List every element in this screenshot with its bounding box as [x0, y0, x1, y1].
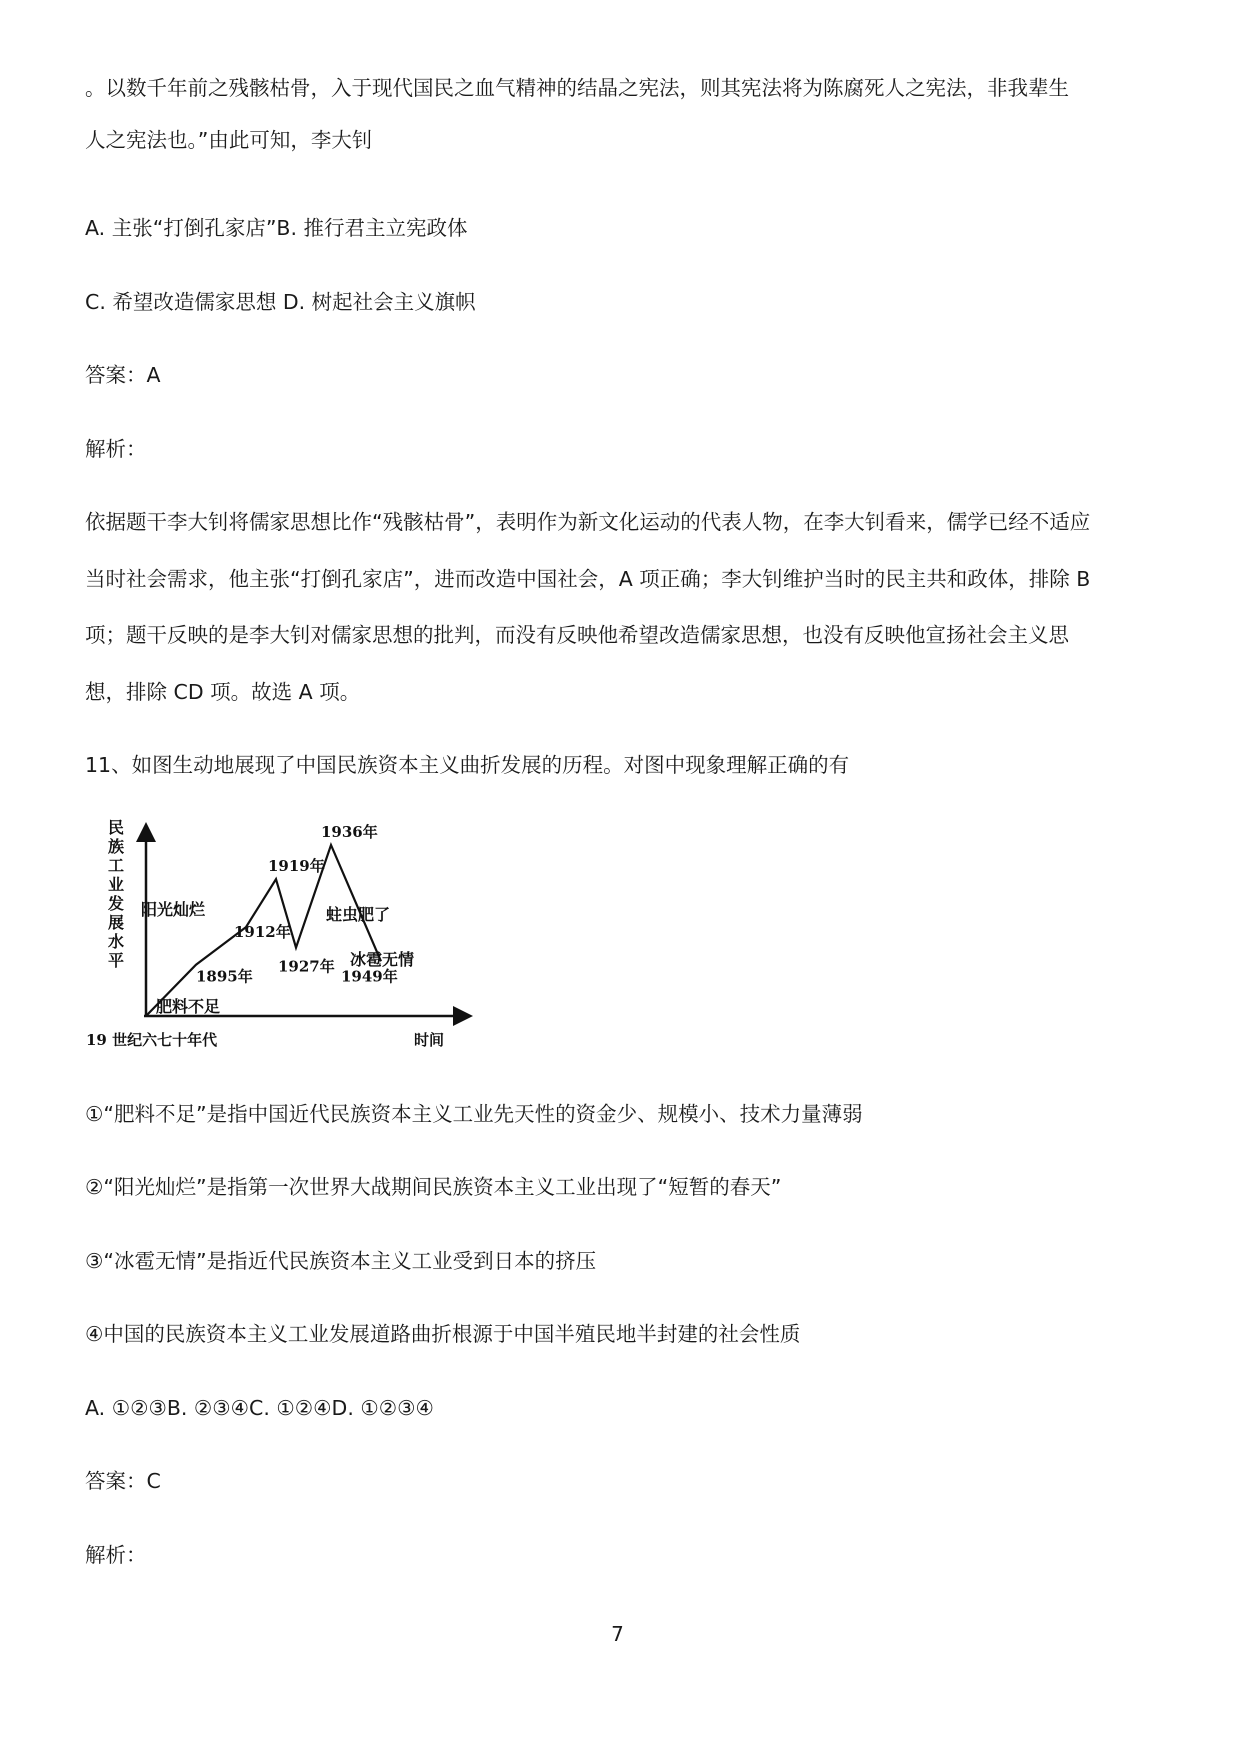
- y-axis-label-char: 工: [108, 856, 125, 875]
- analysis-text: 项；题干反映的是李大钊对儒家思想的批判，而没有反映他希望改造儒家思想，也没有反映他宣扬社会主义思: [85, 623, 1069, 647]
- point-label: 1895年: [196, 967, 253, 986]
- analysis-text: 依据题干李大钊将儒家思想比作“残骸枯骨”，表明作为新文化运动的代表人物，在李大钊看来，儒学已经不适应: [85, 510, 1091, 534]
- point-label: 1919年: [268, 857, 325, 876]
- x-start-label: 19 世纪六七十年代: [86, 1031, 218, 1049]
- y-axis-label-char: 族: [108, 837, 125, 856]
- question-options: A. 主张“打倒孔家店”B. 推行君主立宪政体: [85, 216, 468, 240]
- analysis-text: 当时社会需求，他主张“打倒孔家店”，进而改造中国社会，A 项正确；李大钊维护当时的民主共和政体，排除 B: [85, 567, 1091, 591]
- x-axis-label: 时间: [414, 1031, 445, 1049]
- question-stem: 11、如图生动地展现了中国民族资本主义曲折发展的历程。对图中现象理解正确的有: [85, 753, 850, 777]
- statement-item: ①“肥料不足”是指中国近代民族资本主义工业先天性的资金少、规模小、技术力量薄弱: [85, 1102, 863, 1126]
- point-label: 1927年: [278, 957, 335, 976]
- y-axis-label-char: 民: [108, 818, 125, 837]
- statement-item: ③“冰雹无情”是指近代民族资本主义工业受到日本的挤压: [85, 1249, 597, 1273]
- text-line: 。以数千年前之残骸枯骨，入于现代国民之血气精神的结晶之宪法，则其宪法将为陈腐死人之宪法，非我辈生: [85, 76, 1069, 100]
- statement-item: ②“阳光灿烂”是指第一次世界大战期间民族资本主义工业出现了“短暂的春天”: [85, 1175, 782, 1199]
- annotation-label: 冰雹无情: [350, 950, 415, 969]
- page-number: 7: [611, 1622, 624, 1646]
- analysis-heading: 解析：: [85, 1543, 147, 1567]
- annotation-label: 蛀虫肥了: [326, 905, 391, 924]
- y-axis-label-char: 业: [108, 875, 125, 894]
- y-axis-label-char: 发: [108, 894, 125, 913]
- analysis-heading: 解析：: [85, 437, 147, 461]
- y-axis-label: [107, 818, 124, 970]
- analysis-text: 想，排除 CD 项。故选 A 项。: [85, 680, 361, 704]
- point-label: 1912年: [234, 923, 291, 942]
- answer-line: 答案：A: [85, 363, 161, 387]
- industry-development-chart: [86, 815, 486, 1055]
- point-label: 1936年: [321, 823, 378, 841]
- y-axis-label-char: 展: [108, 913, 125, 932]
- annotation-label: 肥料不足: [156, 997, 221, 1016]
- y-axis-label-char: 水: [108, 932, 125, 951]
- answer-line: 答案：C: [85, 1469, 161, 1493]
- point-label: 1949年: [341, 967, 398, 986]
- annotation-label: 阳光灿烂: [141, 900, 206, 919]
- statement-item: ④中国的民族资本主义工业发展道路曲折根源于中国半殖民地半封建的社会性质: [85, 1322, 801, 1346]
- text-line: 人之宪法也。”由此可知，李大钊: [85, 128, 373, 152]
- question-options: C. 希望改造儒家思想 D. 树起社会主义旗帜: [85, 290, 476, 314]
- y-axis-label-char: 平: [108, 951, 125, 970]
- question-options: A. ①②③B. ②③④C. ①②④D. ①②③④: [85, 1396, 434, 1420]
